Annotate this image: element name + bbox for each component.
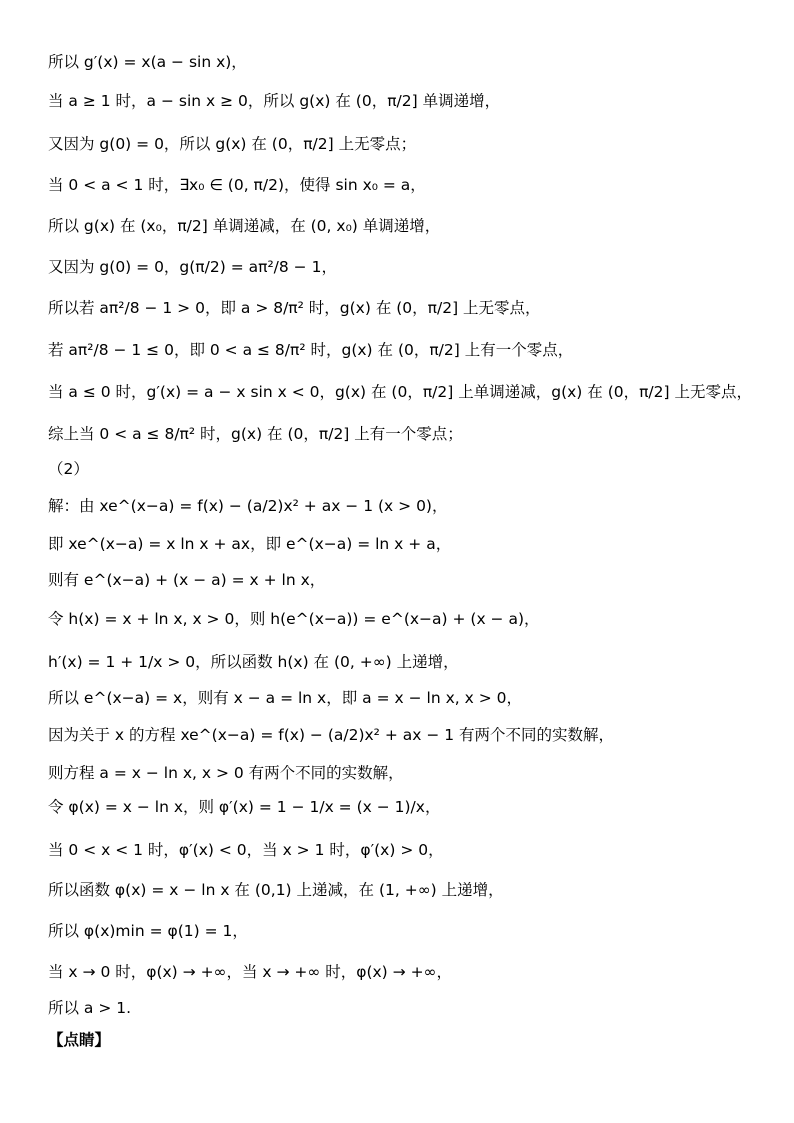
- text-line: 令 h(x) = x + ln x, x > 0，则 h(e^(x−a)) = e^(x−a) + (x − a)，: [48, 610, 540, 628]
- question-part-label: （2）: [48, 460, 89, 478]
- text-line: 当 a ≥ 1 时，a − sin x ≥ 0，所以 g(x) 在 (0，π/2] 单调递增，: [48, 92, 501, 110]
- text-line: 当 a ≤ 0 时，g′(x) = a − x sin x < 0，g(x) 在 (0，π/2] 上单调递减，g(x) 在 (0，π/2] 上无零点，: [48, 383, 752, 401]
- text-line: 又因为 g(0) = 0，g(π/2) = aπ²/8 − 1，: [48, 258, 337, 276]
- text-line: 当 0 < x < 1 时，φ′(x) < 0，当 x > 1 时，φ′(x) > 0，: [48, 841, 444, 859]
- text-line: h′(x) = 1 + 1/x > 0，所以函数 h(x) 在 (0, +∞) 上递增，: [48, 653, 459, 671]
- text-line: 所以 a > 1.: [48, 999, 132, 1017]
- text-line: 解：由 xe^(x−a) = f(x) − (a/2)x² + ax − 1 (x > 0)，: [48, 497, 448, 515]
- text-line: 所以 φ(x)min = φ(1) = 1，: [48, 922, 248, 940]
- text-line: 所以 g′(x) = x(a − sin x)，: [48, 53, 247, 71]
- section-heading: 【点睛】: [48, 1031, 111, 1049]
- text-line: 又因为 g(0) = 0，所以 g(x) 在 (0，π/2] 上无零点；: [48, 135, 417, 153]
- text-line: 即 xe^(x−a) = x ln x + ax，即 e^(x−a) = ln x + a，: [48, 535, 452, 553]
- text-line: 因为关于 x 的方程 xe^(x−a) = f(x) − (a/2)x² + ax − 1 有两个不同的实数解，: [48, 726, 615, 744]
- text-line: 所以 g(x) 在 (x₀，π/2] 单调递减，在 (0, x₀) 单调递增，: [48, 217, 441, 235]
- text-line: 则方程 a = x − ln x, x > 0 有两个不同的实数解，: [48, 764, 404, 782]
- text-line: 则有 e^(x−a) + (x − a) = x + ln x，: [48, 571, 326, 589]
- text-line: 综上当 0 < a ≤ 8/π² 时，g(x) 在 (0，π/2] 上有一个零点；: [48, 425, 463, 443]
- text-line: 令 φ(x) = x − ln x，则 φ′(x) = 1 − 1/x = (x − 1)/x，: [48, 798, 441, 816]
- text-line: 所以函数 φ(x) = x − ln x 在 (0,1) 上递减，在 (1, +∞) 上递增，: [48, 881, 504, 899]
- text-line: 当 0 < a < 1 时，∃x₀ ∈ (0, π/2)，使得 sin x₀ = a，: [48, 176, 426, 194]
- text-line: 所以若 aπ²/8 − 1 > 0，即 a > 8/π² 时，g(x) 在 (0，π/2] 上无零点，: [48, 299, 541, 317]
- text-line: 若 aπ²/8 − 1 ≤ 0，即 0 < a ≤ 8/π² 时，g(x) 在 (0，π/2] 上有一个零点，: [48, 341, 574, 359]
- text-line: 所以 e^(x−a) = x，则有 x − a = ln x，即 a = x − ln x, x > 0，: [48, 689, 522, 707]
- text-line: 当 x → 0 时，φ(x) → +∞，当 x → +∞ 时，φ(x) → +∞，: [48, 963, 452, 981]
